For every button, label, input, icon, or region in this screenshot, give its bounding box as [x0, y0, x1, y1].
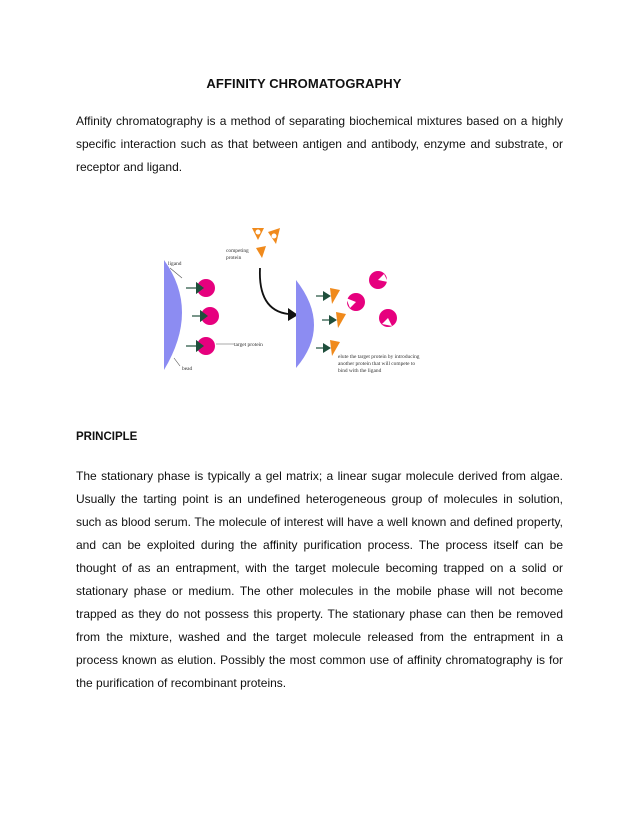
label-bead: bead — [182, 366, 193, 372]
intro-paragraph: Affinity chromatography is a method of separating biochemical mixtures based on a highly specific interaction such as that between antigen and antibody, enzyme and substrate, or receptor and ligand. — [76, 114, 563, 174]
ligands-right — [316, 296, 330, 348]
caption-line-3: bind with the ligand — [338, 368, 382, 374]
affinity-diagram — [160, 218, 440, 378]
bead-left — [164, 260, 182, 370]
principle-heading: PRINCIPLE — [76, 431, 138, 443]
label-competing-2: protein — [226, 255, 242, 261]
page-title: AFFINITY CHROMATOGRAPHY — [206, 76, 402, 91]
caption-line-2: another protein that will compete to — [338, 361, 416, 367]
label-target-protein: target protein — [234, 342, 263, 348]
target-proteins-released — [347, 271, 397, 327]
caption-line-1: elute the target protein by introducing — [338, 354, 420, 360]
label-ligand: ligand — [168, 261, 182, 267]
affinity-diagram-svg — [160, 218, 440, 378]
bead-right — [296, 280, 314, 368]
process-arrow — [260, 268, 288, 314]
principle-paragraph: The stationary phase is typically a gel matrix; a linear sugar molecule derived from algae. Usually the tarting point is an undefined heterogeneous group of molecules in solution, such as blood serum. The molecule of interest will have a well known and defined property, and can be exploited during the affinity purification process. The process itself can be thought of as an entrapment, with the target molecule becoming trapped on a solid or stationary phase or medium. The other molecules in the mobile phase will not become trapped as they do not possess this property. The stationary phase can then be removed from the mixture, washed and the target molecule released from the entrapment in a process known as elution. Possibly the most common use of affinity chromatography is for the purification of recombinant proteins. — [76, 469, 563, 690]
label-competing-1: competing — [226, 248, 249, 254]
ligands-left — [186, 288, 200, 346]
